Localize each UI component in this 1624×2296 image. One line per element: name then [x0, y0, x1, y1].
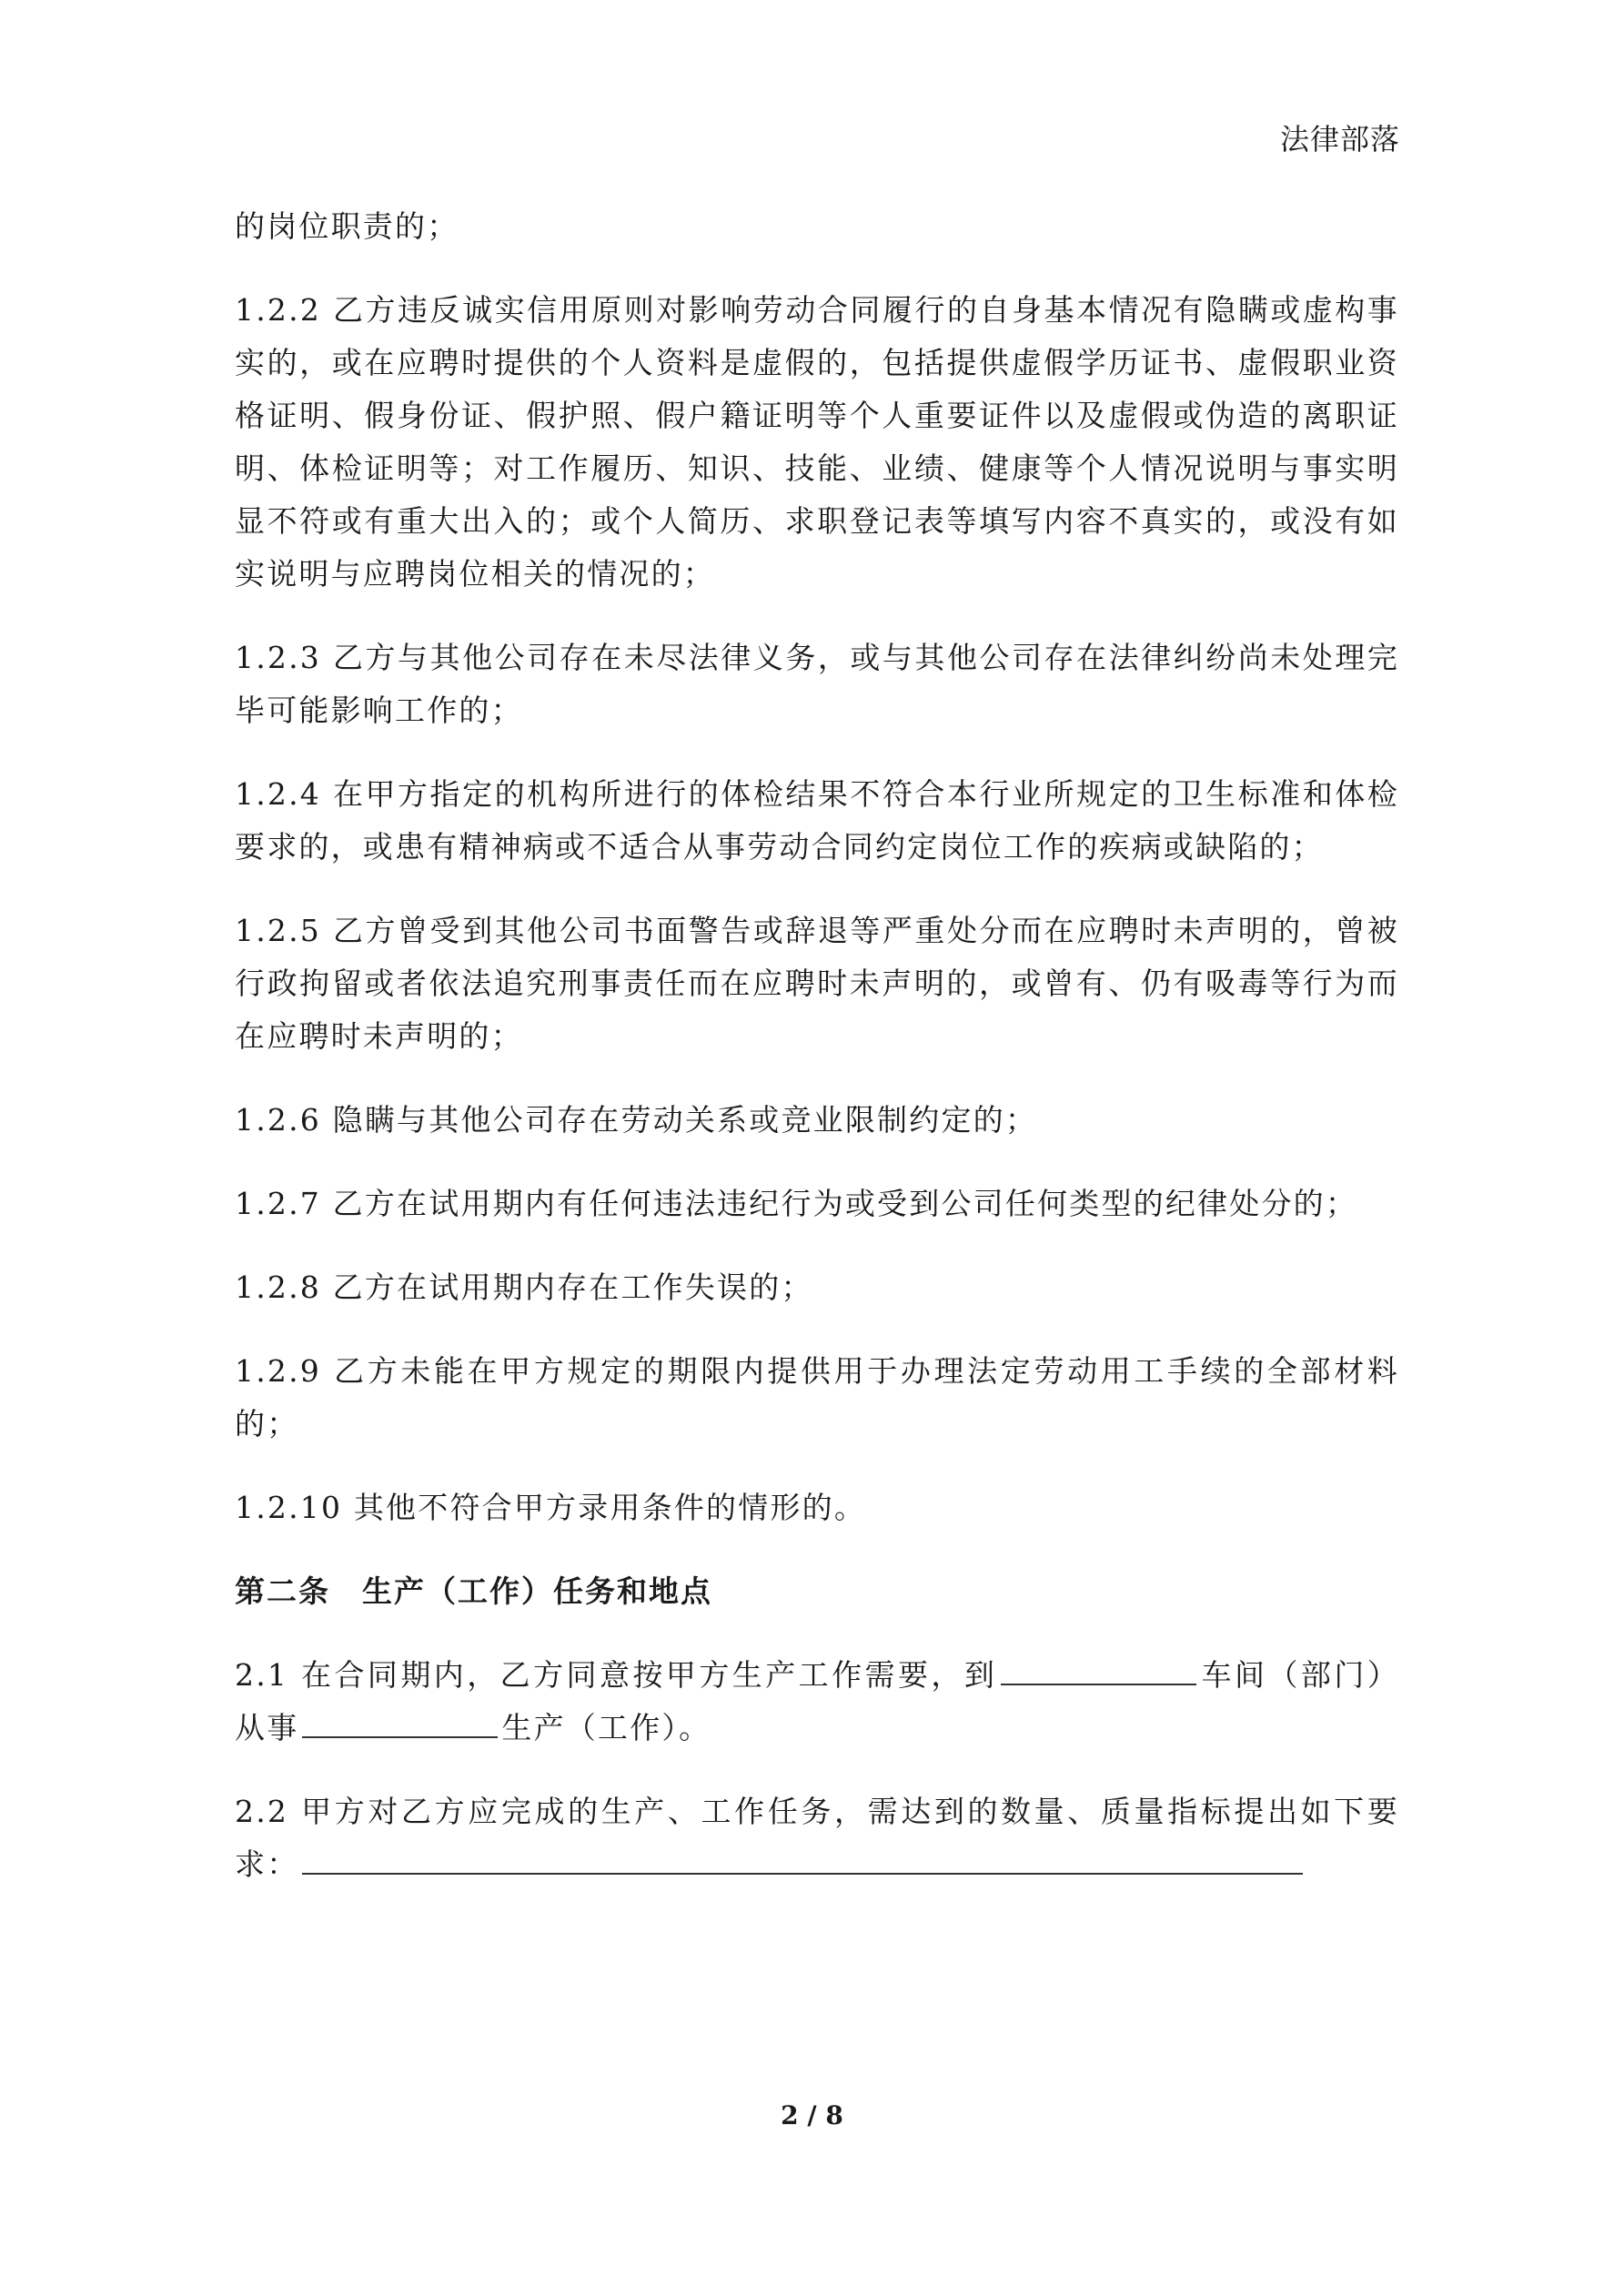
clause-1-2-3: 1.2.3 乙方与其他公司存在未尽法律义务，或与其他公司存在法律纠纷尚未处理完毕可能影响工作的；	[235, 640, 1399, 728]
requirements-blank-field[interactable]	[302, 1842, 1303, 1875]
paragraph-continuation: 的岗位职责的；	[235, 208, 459, 244]
work-type-blank-field[interactable]	[302, 1705, 498, 1738]
page-number: 2 / 8	[781, 2100, 843, 2130]
clause-1-2-5: 1.2.5 乙方曾受到其他公司书面警告或辞退等严重处分而在应聘时未声明的，曾被行政拘留或者依法追究刑事责任而在应聘时未声明的，或曾有、仍有吸毒等行为而在应聘时未声明的；	[235, 913, 1399, 1054]
clause-2-1-text-b: 车间（部门）从事	[235, 1657, 1399, 1745]
clause-1-2-8: 1.2.8 乙方在试用期内存在工作失误的；	[235, 1269, 813, 1305]
clause-2-2-text: 2.2 甲方对乙方应完成的生产、工作任务，需达到的数量、质量指标提出如下要求：	[235, 1794, 1399, 1882]
clause-2-2	[235, 1785, 1399, 1891]
clause-1-2-2: 1.2.2 乙方违反诚实信用原则对影响劳动合同履行的自身基本情况有隐瞒或虚构事实的，或在应聘时提供的个人资料是虚假的，包括提供虚假学历证书、虚假职业资格证明、假身份证、假护照、假户籍证明等个人重要证件以及虚假或伪造的离职证明、体检证明等；对工作履历、知识、技能、业绩、健康等个人情况说明与事实明显不符或有重大出入的；或个人简历、求职登记表等填写内容不真实的，或没有如实说明与应聘岗位相关的情况的；	[235, 292, 1399, 592]
clause-1-2-7: 1.2.7 乙方在试用期内有任何违法违纪行为或受到公司任何类型的纪律处分的；	[235, 1186, 1358, 1221]
clause-1-2-6: 1.2.6 隐瞒与其他公司存在劳动关系或竞业限制约定的；	[235, 1102, 1038, 1138]
clause-2-1-text-a: 2.1 在合同期内，乙方同意按甲方生产工作需要，到	[235, 1657, 998, 1693]
clause-2-1-text-c: 生产（工作）。	[501, 1710, 711, 1745]
section-2-title: 第二条 生产（工作）任务和地点	[235, 1573, 712, 1609]
clause-2-1	[235, 1649, 1399, 1755]
clause-1-2-4: 1.2.4 在甲方指定的机构所进行的体检结果不符合本行业所规定的卫生标准和体检要求的，或患有精神病或不适合从事劳动合同约定岗位工作的疾病或缺陷的；	[235, 776, 1399, 865]
document-body	[235, 200, 1399, 1922]
page-header-label: 法律部落	[1279, 122, 1400, 157]
clause-1-2-9: 1.2.9 乙方未能在甲方规定的期限内提供用于办理法定劳动用工手续的全部材料的；	[235, 1353, 1399, 1441]
clause-1-2-10: 1.2.10 其他不符合甲方录用条件的情形的。	[235, 1490, 867, 1525]
workshop-blank-field[interactable]	[1001, 1653, 1196, 1685]
